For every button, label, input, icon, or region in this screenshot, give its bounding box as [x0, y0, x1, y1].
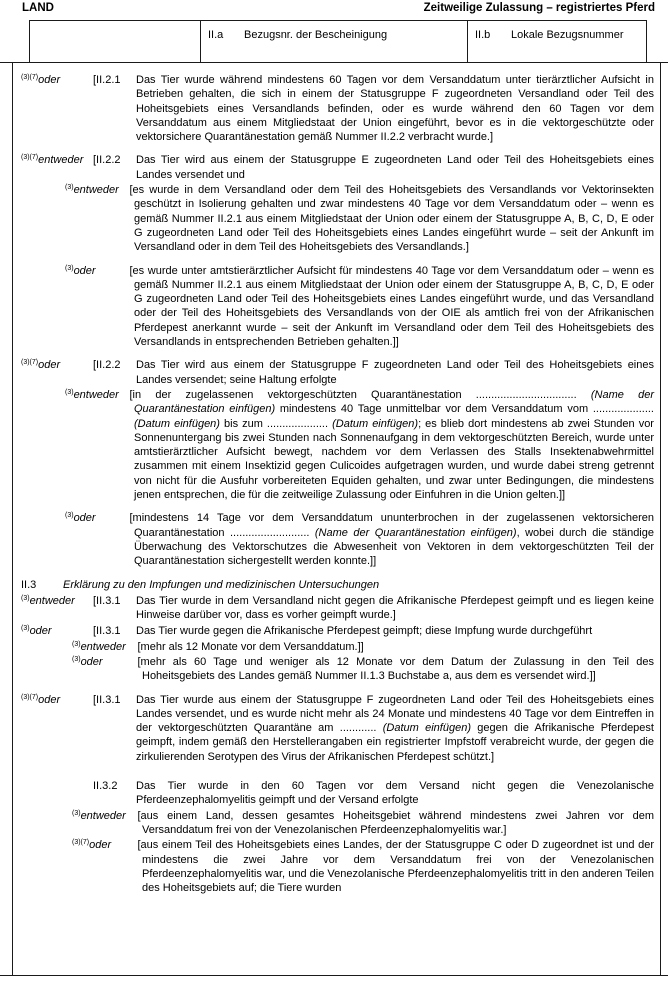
footnote-reference: (3) [21, 594, 30, 602]
iia-label: Bezugsnr. der Bescheinigung [244, 29, 388, 41]
keyword-text: II.3 [21, 578, 37, 591]
ref-cell-certificate-number [200, 21, 467, 62]
indent-spacer [21, 388, 65, 502]
clause-text-segment: [aus einem Land, dessen gesamtes Hoheitsgebiet während mindestens zwei Jahren vor dem Versanddatum frei von der Venezolanischen Pferdeenzephalomyelitis war.] [137, 809, 654, 836]
clause-text [129, 183, 654, 254]
condition-keyword [65, 388, 134, 502]
subclause-II.3.1-entweder [21, 640, 654, 654]
keyword-text: oder [38, 693, 61, 706]
clause-text [137, 838, 654, 895]
ref-cell-local-number [467, 21, 646, 62]
clause-number: [II.3.1 [93, 693, 121, 706]
keyword-text: oder [89, 839, 112, 852]
clause-number: [II.3.1 [93, 594, 121, 607]
keyword-text: entweder [29, 594, 75, 607]
clause-text-segment: [in der zugelassenen vektorgeschützten Quarantänestation ................................. [129, 388, 591, 401]
condition-keyword [65, 183, 134, 254]
condition-keyword [21, 358, 93, 387]
clause-II.3.2 [21, 779, 654, 808]
keyword-text: oder [73, 264, 96, 277]
condition-keyword [72, 809, 142, 838]
clause-text-segment: Das Tier wurde in dem Versandland nicht gegen die Afrikanische Pferdepest geimpft und es liegen keine Hinweise darüber vor, dass es vorher geimpft wurde.] [136, 594, 654, 622]
clause-text [136, 779, 654, 808]
fill-in-instruction: (Datum einfügen) [332, 417, 419, 430]
subclause-quarantine-entweder [21, 388, 654, 502]
keyword-text: entweder [80, 809, 126, 822]
section-heading: Erklärung zu den Impfungen und medizinischen Untersuchungen [63, 578, 380, 591]
ref-cell-empty [30, 21, 200, 62]
fill-in-instruction: (Name der Quarantänestation einfügen) [314, 526, 517, 539]
certificate-body [12, 63, 661, 975]
clause-text [129, 264, 654, 350]
fill-in-instruction: (Datum einfügen) [382, 722, 471, 735]
page-bottom-line [0, 975, 668, 976]
indent-spacer [21, 511, 65, 568]
subclause-II.3.2-entweder [21, 809, 654, 838]
condition-keyword [21, 779, 93, 808]
clause-text-segment: [mehr als 12 Monate vor dem Versanddatum.]] [137, 640, 364, 653]
ref-table [29, 20, 647, 63]
keyword-text: entweder [73, 184, 119, 197]
clause-text [136, 693, 654, 764]
condition-keyword [72, 838, 142, 895]
indent-spacer [21, 838, 72, 895]
fill-in-instruction: (Datum einfügen) [134, 417, 220, 430]
footnote-reference: (3) [65, 388, 74, 396]
clause-II.3.1-entweder [21, 594, 654, 623]
clause-II.2.2-entweder [21, 153, 654, 182]
subclause-II.2.2-oder [21, 264, 654, 350]
footnote-reference: (3) [65, 264, 74, 272]
clause-text [129, 511, 654, 568]
footnote-reference: (3)(7) [21, 359, 39, 367]
clause-text-segment: mindestens 40 Tage unmittelbar vor dem Versanddatum vom .................... [275, 403, 654, 416]
subclause-II.3.2-oder [21, 838, 654, 895]
subclause-quarantine-oder [21, 511, 654, 568]
keyword-text: entweder [73, 388, 119, 401]
clause-text-segment: Das Tier wird aus einem der Statusgruppe E zugeordneten Land oder Teil des Hoheitsgebiets eines Landes versendet und [136, 154, 654, 181]
subclause-II.3.1-oder [21, 655, 654, 684]
clause-text [137, 640, 654, 654]
condition-keyword [65, 511, 134, 568]
clause-II.2.1-oder [21, 73, 654, 144]
condition-keyword [21, 73, 93, 144]
keyword-text: oder [80, 655, 103, 668]
footnote-reference: (3) [65, 512, 74, 520]
condition-keyword [21, 624, 93, 638]
clause-II.3.1-oder [21, 624, 654, 638]
iib-code: II.b [475, 29, 491, 41]
clause-text-segment: , wobei durch die ständige Überwachung des Vektorschutzes die Abwesenheit von Vektoren in dem vektorgeschützten Teil der Quarantänestation sichergestellt werden konnte.]] [134, 526, 654, 568]
clause-text-segment: [es wurde in dem Versandland oder dem Teil des Hoheitsgebiets des Versandlands vor Vektorinsekten geschützt in Isolierung gehalten und zwar mindestens 40 Tage vor dem Versanddatum oder – wenn es gemäß Nummer II.2.1 aus einem Mitgliedstaat der Union oder einem der Statusgruppe A, B, C, D, E oder G zugeordneten Land oder Teil des Hoheitsgebiets eines Landes eingeführt wurde – seit der Ankunft im Versandland oder in dem Teil des Hoheitsgebiets des Versandlands.] [129, 184, 654, 254]
footnote-reference: (3) [72, 640, 81, 648]
footnote-reference: (3)(7) [21, 154, 39, 162]
keyword-text: oder [38, 359, 61, 372]
footnote-reference: (3)(7) [72, 839, 90, 847]
condition-keyword [21, 578, 63, 592]
indent-spacer [21, 655, 72, 684]
section-II.3-heading [21, 578, 654, 592]
land-label: LAND [22, 2, 54, 14]
clause-text [136, 73, 654, 144]
clause-text-segment: bis zum .................... [219, 417, 333, 430]
clause-number: [II.2.1 [93, 74, 121, 86]
condition-keyword [21, 153, 93, 182]
footnote-reference: (3)(7) [21, 74, 39, 81]
clause-text-segment: [es wurde unter amtstierärztlicher Aufsicht für mindestens 40 Tage vor dem Versanddatum oder – wenn es gemäß Nummer II.2.1 aus einem Mitgliedstaat der Union oder einem der Statusgruppe A, B, C, D, E oder G zugeordneten Land oder Teil des Hoheitsgebiets eines Landes eingeführt wurde, und das Versandland oder der Teil des Hoheitsgebiets des Versandlands von der OIE als amtlich frei von der Afrikanischen Pferdepest anerkannt wurde – seit der Ankunft im Versandland oder dem Teil des Hoheitsgebiets des Versandlands in entsprechenden Betrieben gehalten.]] [129, 264, 654, 349]
footnote-reference: (3) [21, 625, 30, 633]
condition-keyword [72, 640, 142, 654]
clause-number: [II.3.1 [93, 625, 121, 638]
keyword-text: oder [73, 512, 96, 525]
clause-text [136, 594, 654, 623]
clause-text-segment: gegen die Afrikanische Pferdepest geimpft, indem gemäß den Herstellerangaben ein registrierter Impfstoff verabreicht wurde, der gegen die zirkulierenden Serotypen des Virus der Afrikanischen Pferdepest schützt.] [136, 722, 654, 763]
footnote-reference: (3) [65, 184, 74, 192]
condition-keyword [65, 264, 134, 350]
footnote-reference: (3) [72, 655, 81, 663]
indent-spacer [21, 264, 65, 350]
subclause-II.2.2-entweder [21, 183, 654, 254]
fill-in-instruction: (Name der Quarantänestation einfügen) [134, 388, 655, 416]
clause-text-segment: Das Tier wird aus einem der Statusgruppe F zugeordneten Land oder Teil des Hoheitsgebiets eines Landes versendet; seine Haltung erfolgte [136, 359, 654, 386]
indent-spacer [21, 809, 72, 838]
clause-text-segment: Das Tier wurde in den 60 Tagen vor dem Versand nicht gegen die Venezolanische Pferdeenzephalomyelitis geimpft und der Versand erfolgte [136, 780, 654, 807]
clause-text-segment: Das Tier wurde während mindestens 60 Tagen vor dem Versanddatum unter tierärztlicher Aufsicht in Betrieben gehalten, die sich in einem der Statusgruppe F zugeordneten Versandland oder Teil des Hoheitsgebiets eines Versandlands befinden, oder es wurde während den 60 Tagen vor dem Versanddatum aus einem Mitgliedstaat der Union eingeführt, bevor es in die vektorgeschützte oder vektorsichere Quarantänestation gemäß Nummer II.2.2 verbracht wurde.] [136, 74, 654, 144]
clause-number: II.3.2 [93, 780, 118, 793]
document-title: Zeitweilige Zulassung – registriertes Pferd [423, 2, 655, 14]
clause-number: [II.2.2 [93, 359, 121, 372]
clause-text [136, 153, 654, 182]
clause-text-segment: Das Tier wurde aus einem der Statusgruppe F zugeordneten Land oder Teil des Hoheitsgebiets eines Landes versendet, und es wurde nicht mehr als 24 Monate und mindestens 40 Tage vor dem Eintreffen in der vektorgeschützten Quarantäne am ............ [136, 693, 654, 735]
clause-text-segment: [aus einem Teil des Hoheitsgebiets eines Landes, der der Statusgruppe C oder D zugeordnet ist und der mindestens die zwei Jahre vor dem Versanddatum frei von der Venezolanischen Pferdeenzephalomyelitis war, und die Venezolanische Pferdeenzephalomyelitis tritt in den anderen Teilen des Hoheitsgebiets auf; die Tiere wurden [137, 839, 654, 895]
clause-text [137, 655, 654, 684]
clause-text [137, 809, 654, 838]
condition-keyword [21, 693, 93, 764]
iib-label: Lokale Bezugsnummer [511, 29, 624, 41]
footnote-reference: (3) [72, 809, 81, 817]
condition-keyword [72, 655, 142, 684]
condition-keyword [21, 594, 93, 623]
keyword-text: oder [38, 74, 61, 86]
indent-spacer [21, 640, 72, 654]
clause-number: [II.2.2 [93, 154, 121, 167]
clause-text-segment: ; es blieb dort mindestens ab zwei Stunden vor Sonnenuntergang bis zwei Stunden nach Sonnenaufgang in dem vektorgeschützten Bereich, wurde unter amtstierärztlicher Aufsicht bewegt, nachdem vor dem Verlassen des Stalls Insektenabwehrmittel zusammen mit einem Insektizid gegen Culicoides aufgetragen wurden, und wurde dabei streng getrennt von nicht für die Ausfuhr vorbereiteten Equiden gehalten, und zwar unter Bedingungen, die mindestens jenen entsprechen, die für die zeitweilige Zulassung oder Einfuhren in die Union gelten.]] [134, 417, 654, 502]
clause-text-segment: [mindestens 14 Tage vor dem Versanddatum ununterbrochen in der zugelassenen vektorsicheren Quarantänestation .......................... [129, 512, 654, 539]
clause-II.2.2-oder [21, 358, 654, 387]
clause-II.3.1-oder-F [21, 693, 654, 764]
keyword-text: entweder [80, 640, 126, 653]
keyword-text: oder [29, 625, 52, 638]
clause-text-segment: Das Tier wurde gegen die Afrikanische Pferdepest geimpft; diese Impfung wurde durchgeführt [136, 625, 593, 638]
indent-spacer [21, 183, 65, 254]
clause-text [136, 358, 654, 387]
certificate-rows [21, 73, 654, 895]
footnote-reference: (3)(7) [21, 693, 39, 701]
iia-code: II.a [208, 29, 224, 41]
clause-text [136, 624, 654, 638]
keyword-text: entweder [38, 154, 84, 167]
clause-text [129, 388, 655, 502]
clause-text-segment: [mehr als 60 Tage und weniger als 12 Monate vor dem Datum der Zulassung in den Teil des Hoheitsgebiets des Landes gemäß Nummer II.1.3 Buchstabe a, aus dem es versendet wird.]] [137, 655, 654, 683]
